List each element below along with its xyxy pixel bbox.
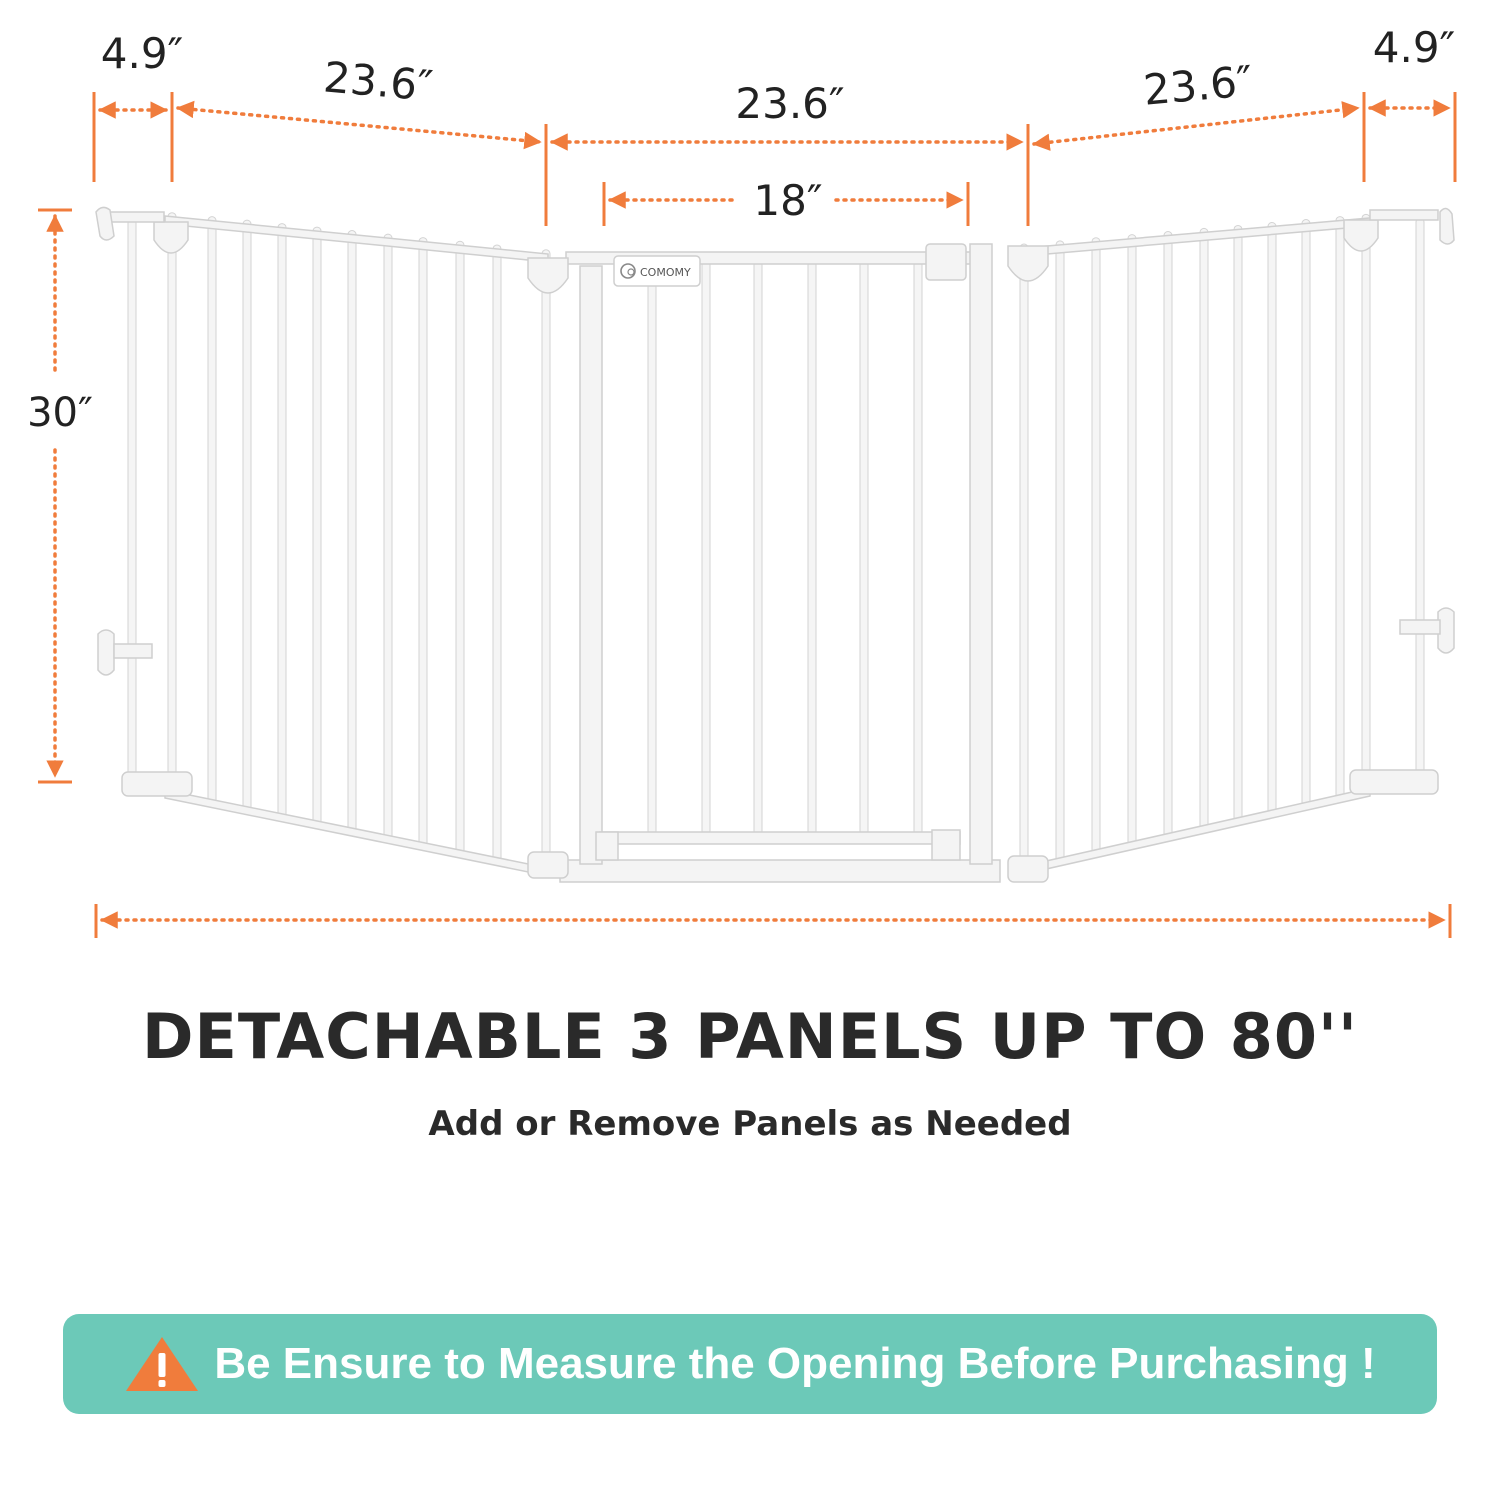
left-wall-mount-lower bbox=[98, 630, 114, 675]
left-hinge-connector bbox=[528, 258, 568, 293]
height-label: 30″ bbox=[27, 390, 93, 436]
door-bottom-rail bbox=[600, 832, 960, 844]
right-bottom-connector bbox=[1008, 856, 1048, 882]
warning-banner bbox=[63, 1314, 1437, 1414]
right-lower-bracket bbox=[1400, 620, 1440, 634]
door-right-stile bbox=[970, 244, 992, 864]
right-extension-label: 4.9″ bbox=[1372, 23, 1456, 72]
left-extension-top-rail bbox=[104, 212, 164, 222]
warning-text: Be Ensure to Measure the Opening Before Purchasing ! bbox=[214, 1339, 1376, 1388]
warning-triangle-icon bbox=[124, 1335, 200, 1393]
left-floor-foot bbox=[122, 772, 192, 796]
right-panel-top-rail bbox=[1024, 218, 1370, 256]
right-floor-foot bbox=[1350, 770, 1438, 794]
gate-bars bbox=[132, 217, 1420, 868]
left-bottom-connector bbox=[528, 852, 568, 878]
right-top-connector bbox=[1344, 220, 1378, 251]
right-panel-dim-line bbox=[1034, 108, 1358, 144]
center-frame-bottom bbox=[560, 860, 1000, 882]
brand-logo-text: COMOMY bbox=[640, 266, 691, 279]
left-panel-dim-line bbox=[178, 108, 540, 142]
door-opening-label: 18″ bbox=[753, 176, 823, 225]
baby-gate bbox=[96, 207, 1454, 882]
right-extension-top-rail bbox=[1370, 210, 1438, 220]
right-hinge-connector bbox=[1008, 246, 1048, 281]
left-top-connector bbox=[154, 222, 188, 253]
left-extension-label: 4.9″ bbox=[100, 29, 184, 78]
headline: DETACHABLE 3 PANELS UP TO 80'' bbox=[142, 1000, 1358, 1073]
right-wall-mount-top bbox=[1440, 208, 1454, 244]
right-panel-bottom-rail bbox=[1024, 788, 1370, 874]
left-panel-label: 23.6″ bbox=[321, 52, 435, 111]
left-lower-bracket bbox=[114, 644, 152, 658]
door-left-stile bbox=[580, 266, 602, 864]
door-stop bbox=[932, 830, 960, 860]
door-hinge bbox=[596, 832, 618, 860]
right-panel-label: 23.6″ bbox=[1141, 56, 1255, 115]
door-latch bbox=[926, 244, 966, 280]
center-panel-label: 23.6″ bbox=[735, 79, 845, 128]
subheadline: Add or Remove Panels as Needed bbox=[428, 1104, 1072, 1144]
